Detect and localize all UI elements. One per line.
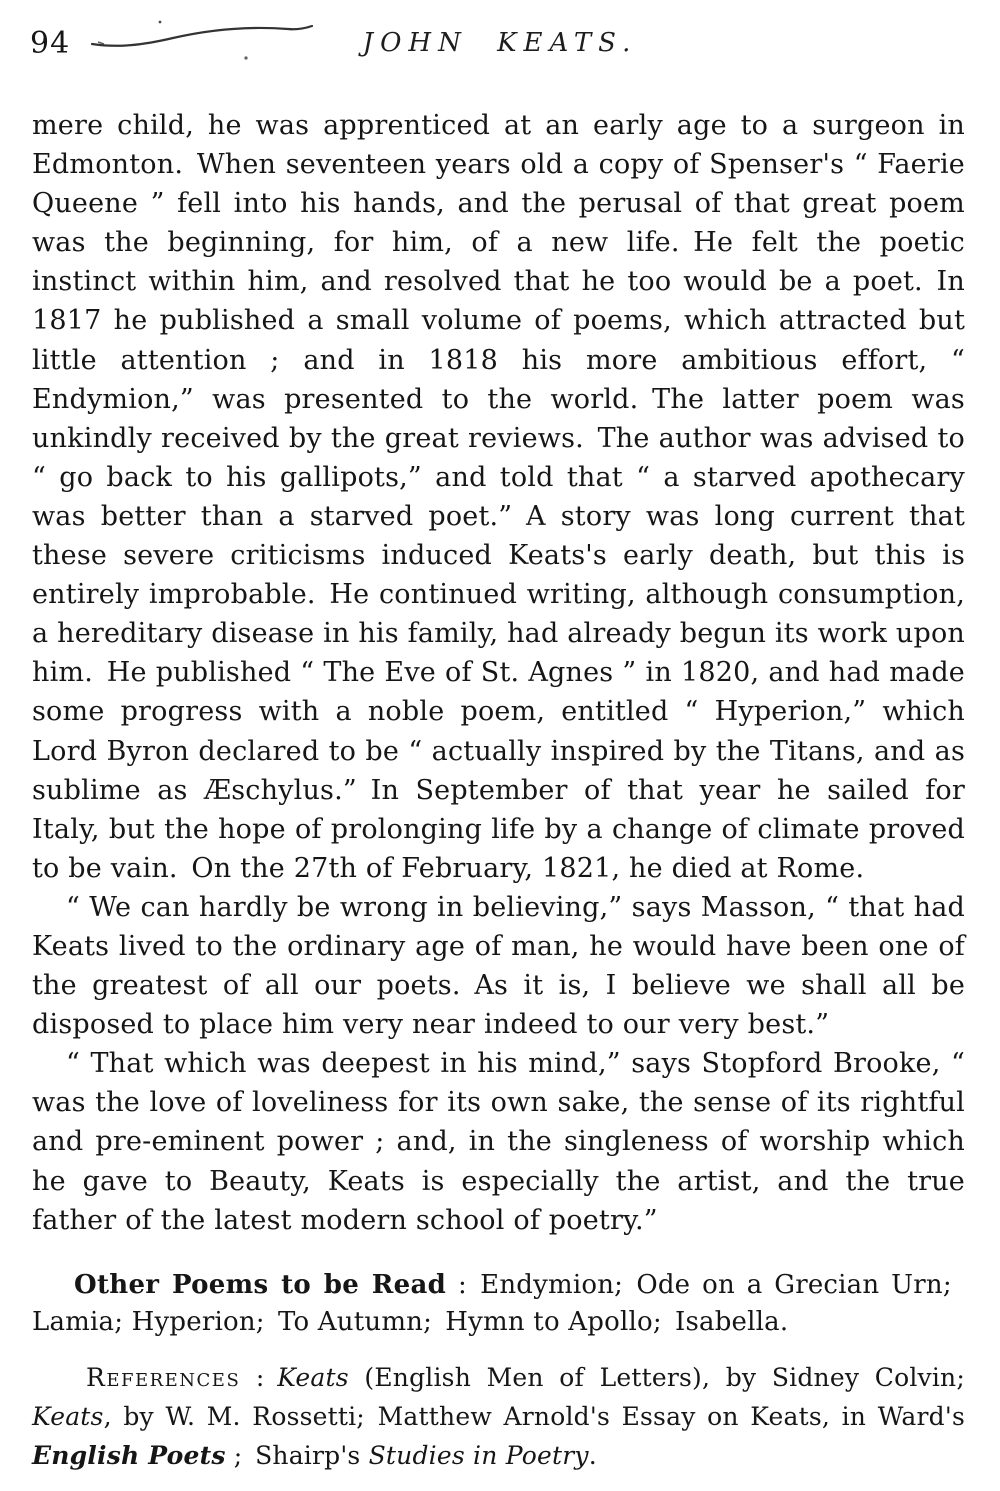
references-section xyxy=(32,1358,965,1475)
paragraph-brooke-quote: “ That which was deepest in his mind,” says Stopford Brooke, “ was the love of loveliness for its own sake, the sense of its rightful and pre-eminent power ; and, in the singleness of worship which he gave to Beauty, Keats is especially the artist, and the true father of the latest modern school of poetry.” xyxy=(32,1048,965,1236)
page-body xyxy=(32,106,965,1475)
references-label: References xyxy=(86,1362,241,1392)
reference-text: (English Men of Letters), by Sidney Colvin; xyxy=(348,1362,965,1392)
other-poems-list: Endymion; Ode on a Grecian Urn; Lamia; Hyperion; To Autumn; Hymn to Apollo; Isabella. xyxy=(32,1269,965,1337)
reference-text: . xyxy=(588,1440,597,1470)
paragraph-keats-biography: mere child, he was apprenticed at an early age to a surgeon in Edmonton. When seventeen years old a copy of Spenser's “ Faerie Queene ” fell into his hands, and the perusal of that great poem was the beginning, for him, of a new life. He felt the poetic instinct within him, and resolved that he too would be a poet. In 1817 he published a small volume of poems, which attracted but little attention ; and in 1818 his more ambitious effort, “ Endymion,” was presented to the world. The latter poem was unkindly received by the great reviews. The author was advised to “ go back to his gallipots,” and told that “ a starved apothecary was better than a starved poet.” A story was long current that these severe criticisms induced Keats's early death, but this is entirely improbable. He continued writing, although consumption, a hereditary disease in his family, had already begun its work upon him. He published “ The Eve of St. Agnes ” in 1820, and had made some progress with a noble poem, entitled “ Hyperion,” which Lord Byron declared to be “ actually inspired by the Titans, and as sublime as Æschylus.” In September of that year he sailed for Italy, but the hope of prolonging life by a change of climate proved to be vain. On the 27th of February, 1821, he died at Rome. xyxy=(32,110,965,884)
references-separator: : xyxy=(240,1362,278,1392)
reference-text: , by W. M. Rossetti; Matthew Arnold's Essay on Keats, in Ward's xyxy=(103,1401,965,1431)
page-number: 94 xyxy=(30,26,71,61)
other-poems-label: Other Poems to be Read xyxy=(74,1269,447,1300)
other-poems-separator: : xyxy=(446,1269,481,1300)
running-head: JOHN KEATS. xyxy=(362,28,638,58)
reference-title: English Poets xyxy=(32,1440,226,1470)
paragraph-masson-quote: “ We can hardly be wrong in believing,” says Masson, “ that had Keats lived to the ordinary age of man, he would have been one of the greatest of all our poets. As it is, I believe we shall all be disposed to place him very near indeed to our very best.” xyxy=(32,891,965,1041)
other-poems-section xyxy=(32,1267,965,1341)
reference-title: Keats xyxy=(32,1401,104,1431)
reference-title: Keats xyxy=(277,1362,349,1392)
reference-text: ; Shairp's xyxy=(225,1440,369,1470)
reference-title: Studies in Poetry xyxy=(368,1440,589,1470)
